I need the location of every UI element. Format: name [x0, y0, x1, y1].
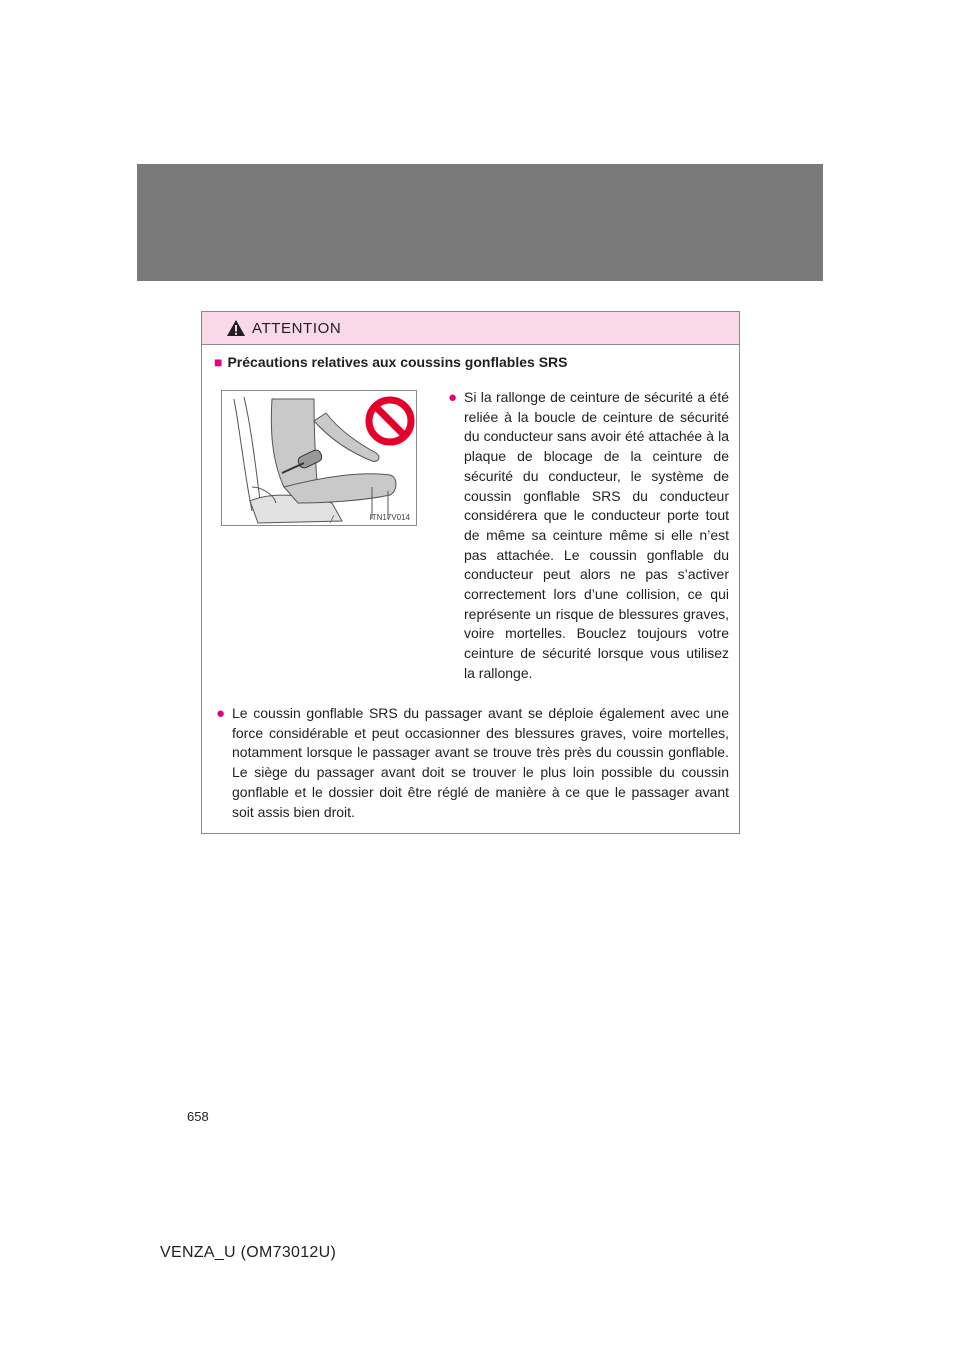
attention-title: ATTENTION: [252, 319, 342, 337]
header-band: [137, 164, 823, 281]
round-bullet-icon: ●: [448, 389, 458, 406]
page-number: 658: [187, 1109, 209, 1124]
footer-code: VENZA_U (OM73012U): [160, 1244, 337, 1261]
seated-driver-illustration: [222, 391, 417, 526]
figure-code: ITN17V014: [369, 513, 410, 522]
bullet-passenger-text: Le coussin gonflable SRS du passager avant se déploie également avec une force considérable et peut occasionner des blessures graves, voire mortelles, notamment lorsque le passager avant se trouve très près du coussin gonflable. Le siège du passager avant doit se trouver le plus loin possible du coussin gonflable et le dossier doit être réglé de manière à ce que le passager avant soit assis bien droit.: [232, 705, 729, 820]
seatbelt-extender-figure: [221, 390, 417, 526]
bullet-extender-warning: [448, 388, 729, 684]
section-title: [214, 354, 567, 370]
attention-box: [201, 311, 740, 834]
round-bullet-icon: ●: [216, 705, 226, 722]
attention-header: [202, 312, 739, 345]
section-title-text: Précautions relatives aux coussins gonflables SRS: [227, 354, 568, 370]
square-bullet-icon: ■: [214, 354, 223, 370]
warning-triangle-icon: [226, 319, 246, 337]
bullet-passenger-airbag: [216, 704, 729, 822]
bullet-extender-text: Si la rallonge de ceinture de sécurité a été reliée à la boucle de ceinture de sécurité du conducteur sans avoir été attachée à la plaque de blocage de la ceinture de sécurité du conducteur, le système de coussin gonflable SRS du conducteur considérera que le conducteur porte tout de même sa ceinture même si elle n’est pas attachée. Le coussin gonflable du conducteur peut alors ne pas s’activer correctement lors d’une collision, ce qui représente un risque de blessures graves, voire mortelles. Bouclez toujours votre ceinture de sécurité lorsque vous utilisez la rallonge.: [464, 389, 729, 681]
